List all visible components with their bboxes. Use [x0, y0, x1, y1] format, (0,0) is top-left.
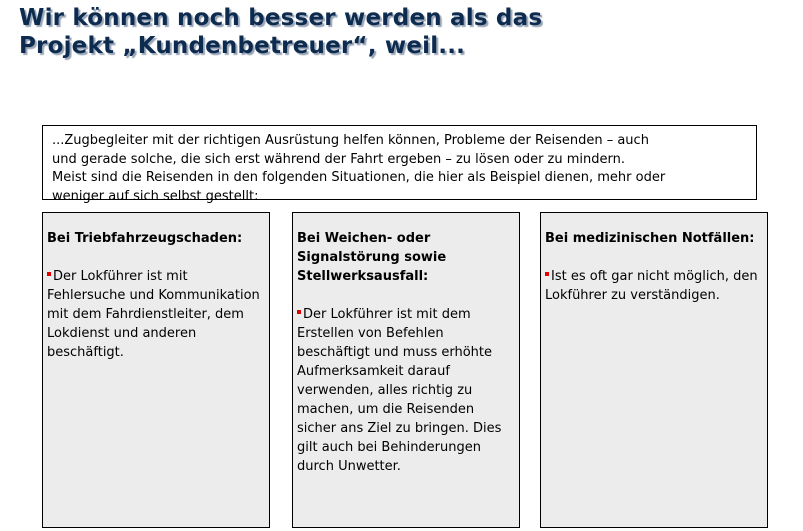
situation-box-vehicle-damage — [42, 212, 270, 528]
intro-textbox — [42, 125, 757, 204]
intro-line-3: Meist sind die Reisenden in den folgenden Situationen, die hier als Beispiel dienen, mehr oder — [52, 170, 666, 185]
situation-box-signal-failure — [292, 212, 520, 528]
situation-text: Der Lokführer ist mit Fehlersuche und Kommunikation mit dem Fahrdienstleiter, dem Lokdienst und anderen beschäftigt. — [47, 269, 260, 360]
intro-line-2: und gerade solche, die sich erst während der Fahrt ergeben – zu lösen oder zu mindern. — [52, 151, 625, 167]
situation-text-container — [47, 267, 263, 362]
bullet-icon — [297, 310, 301, 314]
situation-text: Ist es oft gar nicht möglich, den Lokführer zu verständigen. — [545, 269, 758, 303]
intro-line-1: ...Zugbegleiter mit der richtigen Ausrüstung helfen können, Probleme der Reisenden – auch — [52, 133, 649, 148]
situation-heading: Bei Triebfahrzeugschaden: — [47, 231, 243, 246]
bullet-icon — [545, 272, 549, 276]
slide-title-line-2: Projekt „Kundenbetreuer“, weil... — [19, 33, 466, 59]
situation-text: Der Lokführer ist mit dem Erstellen von Befehlen beschäftigt und muss erhöhte Aufmerksamkeit darauf verwenden, alles richtig zu machen, um die Reisenden sicher ans Ziel zu bringen. Dies gilt auch bei Behinderungen durch Unwetter. — [297, 307, 502, 474]
situation-text-container — [545, 267, 761, 305]
situation-heading: Bei Weichen- oder Signalstörung sowie Stellwerksausfall: — [297, 231, 447, 284]
bullet-icon — [47, 272, 51, 276]
situation-box-medical-emergency — [540, 212, 768, 528]
intro-line-4: weniger auf sich selbst gestellt: — [52, 188, 259, 204]
slide-title-line-1: Wir können noch besser werden als das — [19, 5, 543, 31]
situation-heading: Bei medizinischen Notfällen: — [545, 231, 755, 246]
situation-text-container — [297, 305, 513, 476]
slide-title — [19, 4, 779, 60]
